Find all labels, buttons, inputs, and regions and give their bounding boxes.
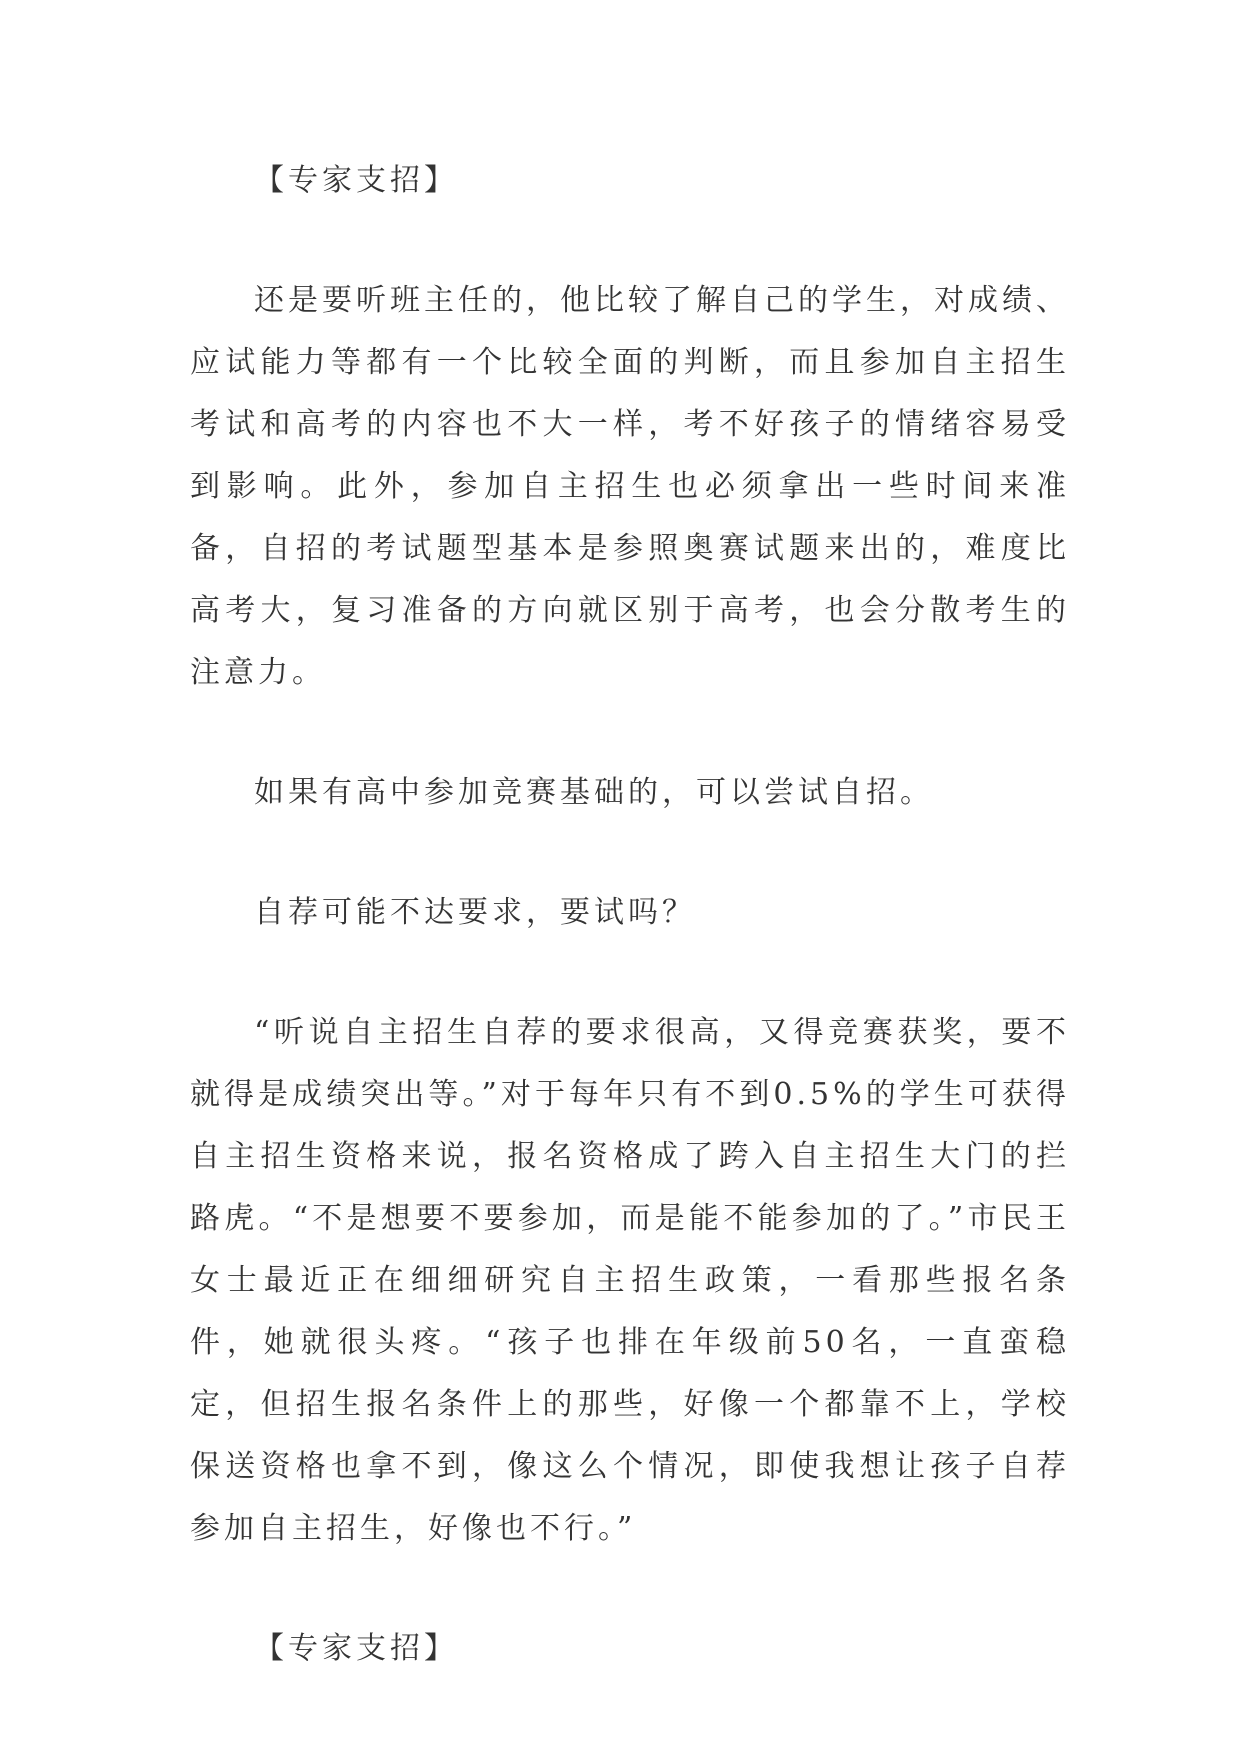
paragraph-competition-basis: 如果有高中参加竞赛基础的，可以尝试自招。 (254, 775, 934, 810)
paragraph-self-recommend-question: 自荐可能不达要求，要试吗？ (254, 895, 696, 930)
paragraph-homeroom-teacher-advice: 还是要听班主任的，他比较了解自己的学生，对成绩、应试能力等都有一个比较全面的判断，而且参加自主招生考试和高考的内容也不大一样，考不好孩子的情绪容易受到影响。此外，参加自主招生也必须拿出一些时间来准备，自招的考试题型基本是参照奥赛试题来出的，难度比高考大，复习准备的方向就区别于高考，也会分散考生的注意力。 (190, 283, 1070, 690)
paragraph-parent-quote: “听说自主招生自荐的要求很高，又得竞赛获奖，要不就得是成绩突出等。”对于每年只有不到0.5%的学生可获得自主招生资格来说，报名资格成了跨入自主招生大门的拦路虎。“不是想要不要参加，而是能不能参加的了。”市民王女士最近正在细细研究自主招生政策，一看那些报名条件，她就很头疼。“孩子也排在年级前50名，一直蛮稳定，但招生报名条件上的那些，好像一个都靠不上，学校保送资格也拿不到，像这么个情况，即使我想让孩子自荐参加自主招生，好像也不行。” (190, 1015, 1070, 1546)
section-heading-expert-tips-2: 【专家支招】 (254, 1631, 458, 1666)
section-heading-expert-tips: 【专家支招】 (254, 163, 458, 198)
document-body (190, 150, 1070, 1680)
